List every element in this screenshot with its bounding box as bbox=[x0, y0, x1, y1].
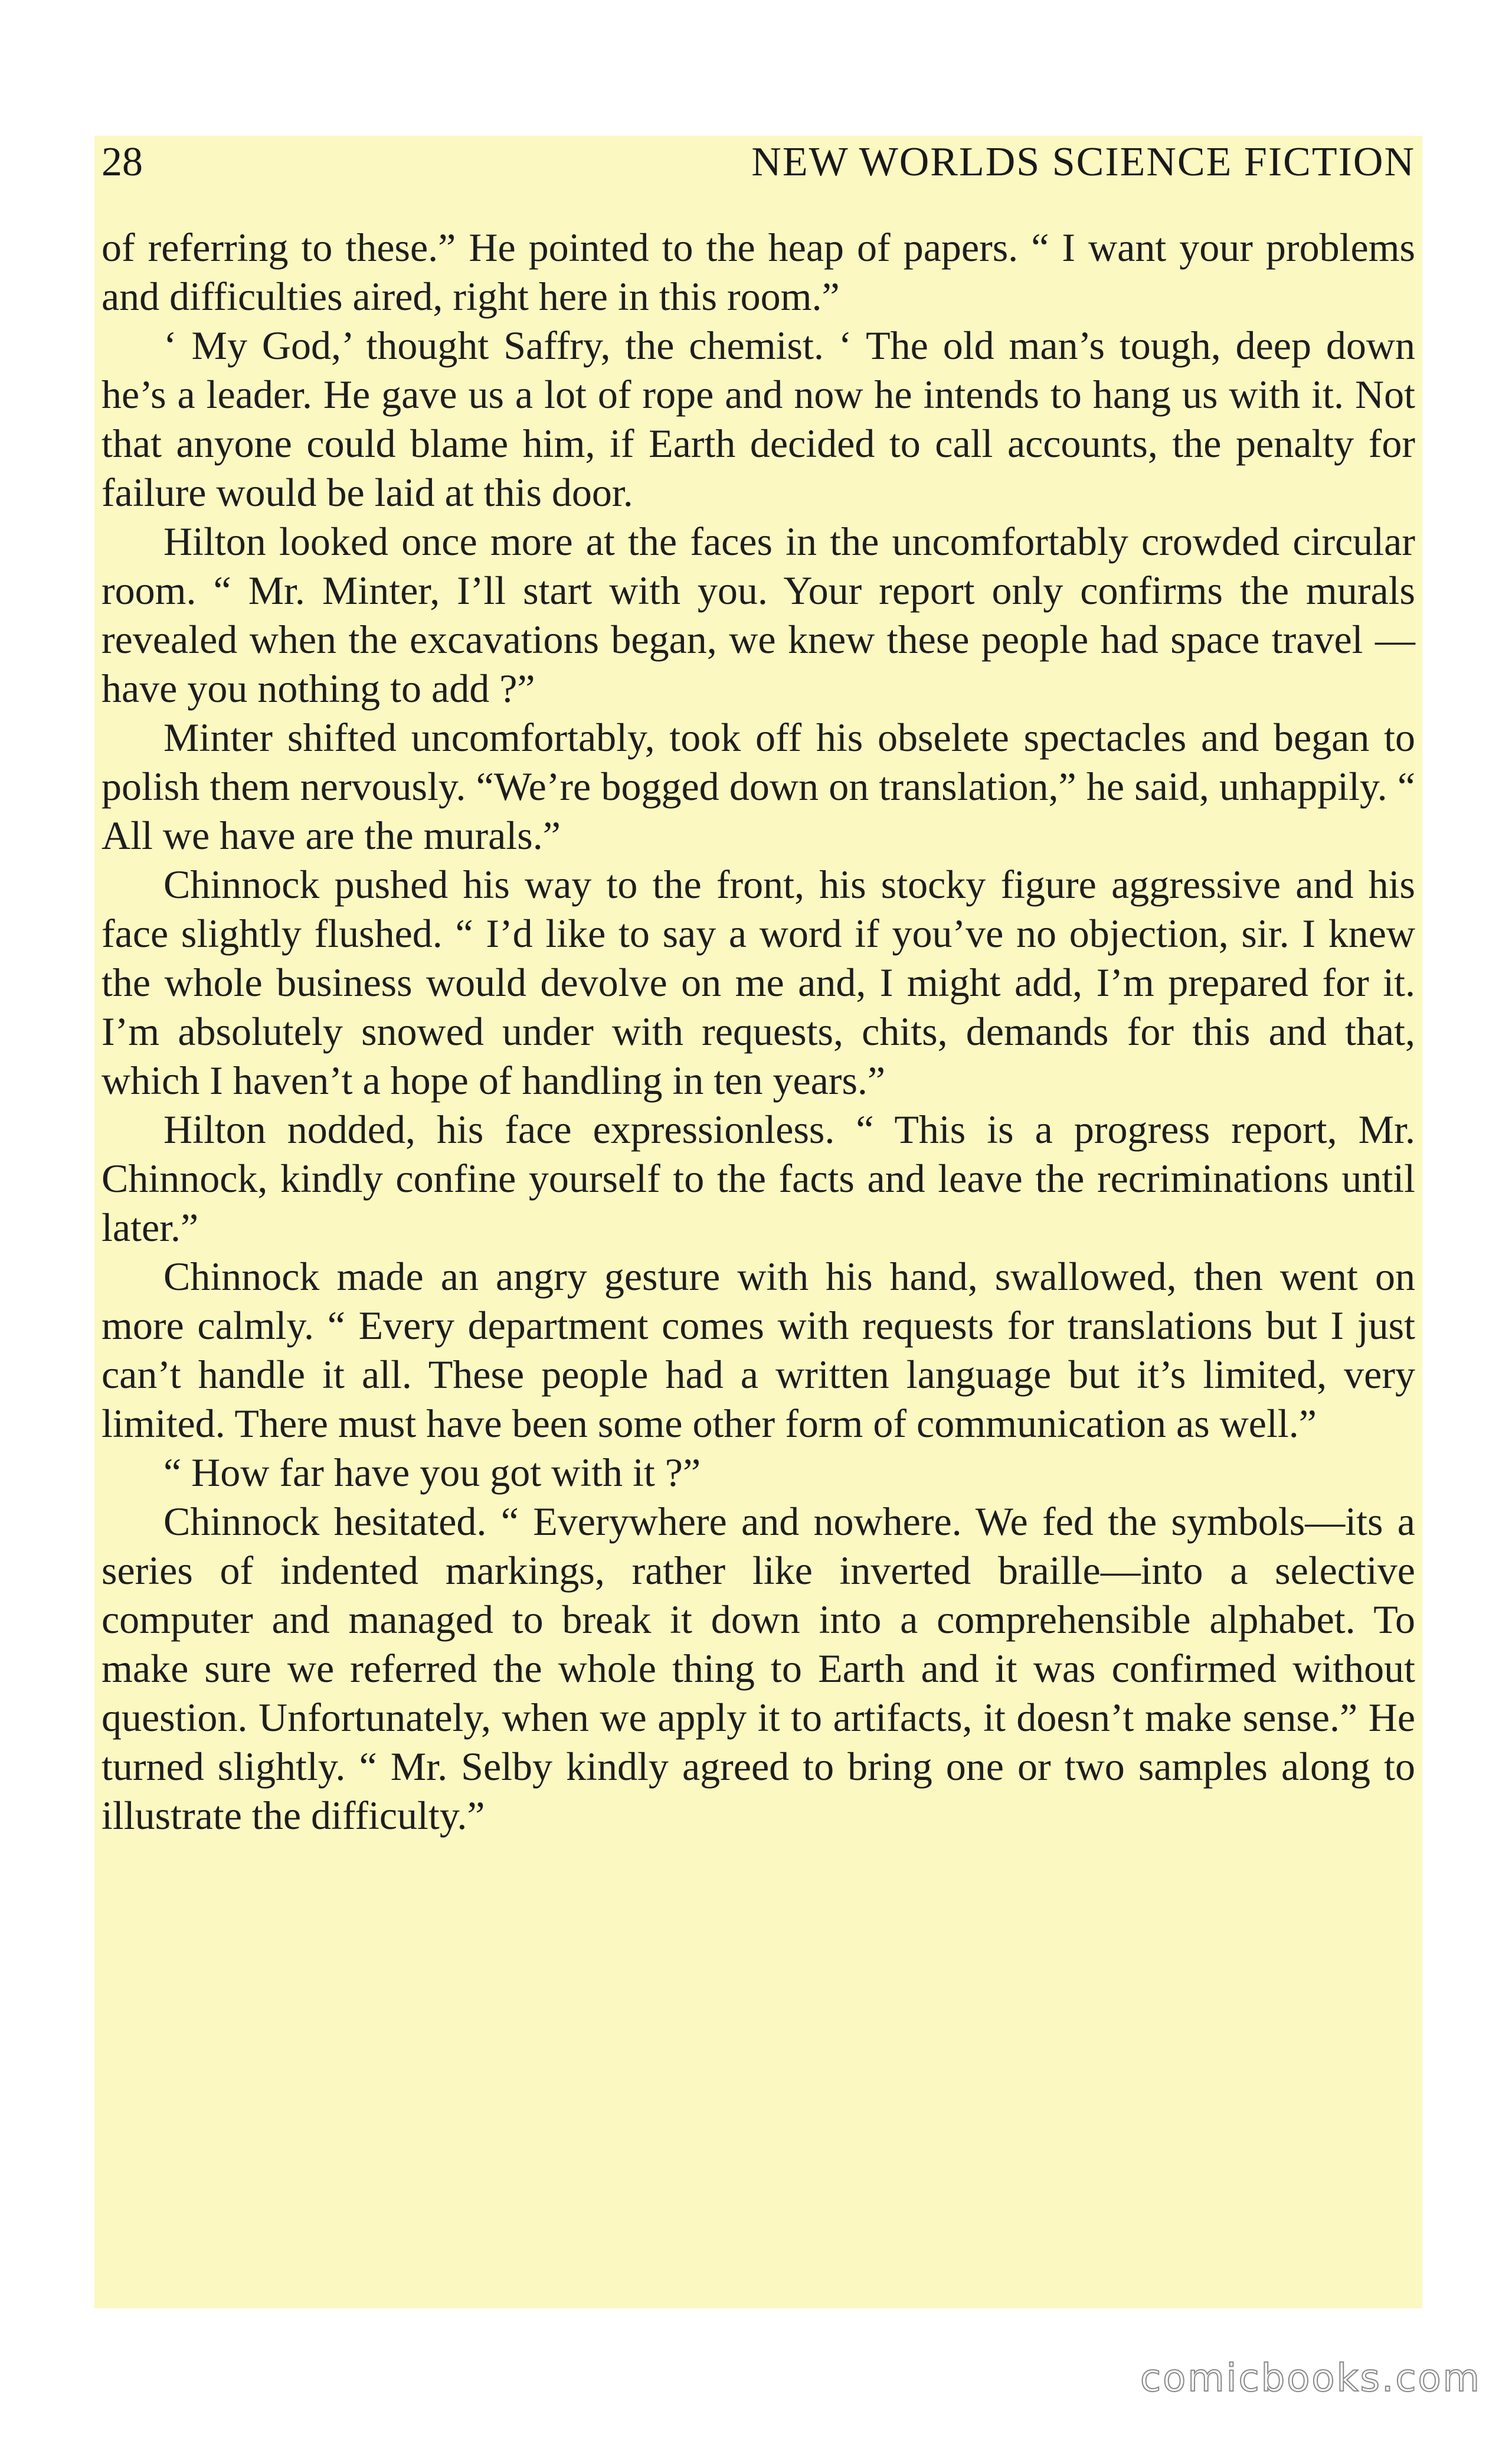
running-title: NEW WORLDS SCIENCE FICTION bbox=[751, 139, 1415, 185]
paragraph: Chinnock made an angry gesture with his hand, swallowed, then went on more calmly. “ Every department comes with requests for translations but I just can’t handle it all. These people had a written language but it’s limited, very limited. There must have been some other form of communication as well.” bbox=[102, 1254, 1415, 1446]
paragraph: “ How far have you got with it ?” bbox=[163, 1450, 701, 1495]
paragraph: Chinnock hesitated. “ Everywhere and nowhere. We fed the symbols—its a series of indented markings, rather like inverted braille—into a selective computer and managed to break it down into a comprehensible alphabet. To make sure we referred the whole thing to Earth and it was confirmed without question. Unfortunately, when we apply it to artifacts, it doesn’t make sense.” He turned slightly. “ Mr. Selby kindly agreed to bring one or two samples along to illustrate the difficulty.” bbox=[102, 1499, 1415, 1838]
page-number: 28 bbox=[102, 139, 143, 185]
body-text bbox=[102, 223, 1415, 1840]
paragraph: Chinnock pushed his way to the front, his stocky figure aggressive and his face slightly flushed. “ I’d like to say a word if you’ve no objection, sir. I knew the whole business would devolve on me and, I might add, I’m prepared for it. I’m absolutely snowed under with requests, chits, demands for this and that, which I haven’t a hope of handling in ten years.” bbox=[102, 862, 1415, 1103]
paragraph: of referring to these.” He pointed to the heap of papers. “ I want your problems and difficulties aired, right here in this room.” bbox=[102, 225, 1415, 319]
paragraph: Minter shifted uncomfortably, took off his obselete spectacles and began to polish them nervously. “We’re bogged down on translation,” he said, unhappily. “ All we have are the murals.” bbox=[102, 715, 1415, 858]
watermark: comicbooks.com bbox=[1140, 2357, 1481, 2400]
running-head bbox=[102, 136, 1415, 189]
book-page bbox=[94, 136, 1422, 2308]
paragraph: ‘ My God,’ thought Saffry, the chemist. ‘ The old man’s tough, deep down he’s a leader. He gave us a lot of rope and now he intends to hang us with it. Not that anyone could blame him, if Earth decided to call accounts, the penalty for failure would be laid at this door. bbox=[102, 323, 1415, 515]
paragraph: Hilton looked once more at the faces in the uncomfortably crowded circular room. “ Mr. Minter, I’ll start with you. Your report only confirms the murals revealed when the excavations began, we knew these people had space travel —have you nothing to add ?” bbox=[102, 519, 1415, 711]
paragraph: Hilton nodded, his face expressionless. “ This is a progress report, Mr. Chinnock, kindly confine yourself to the facts and leave the recriminations until later.” bbox=[102, 1107, 1415, 1250]
